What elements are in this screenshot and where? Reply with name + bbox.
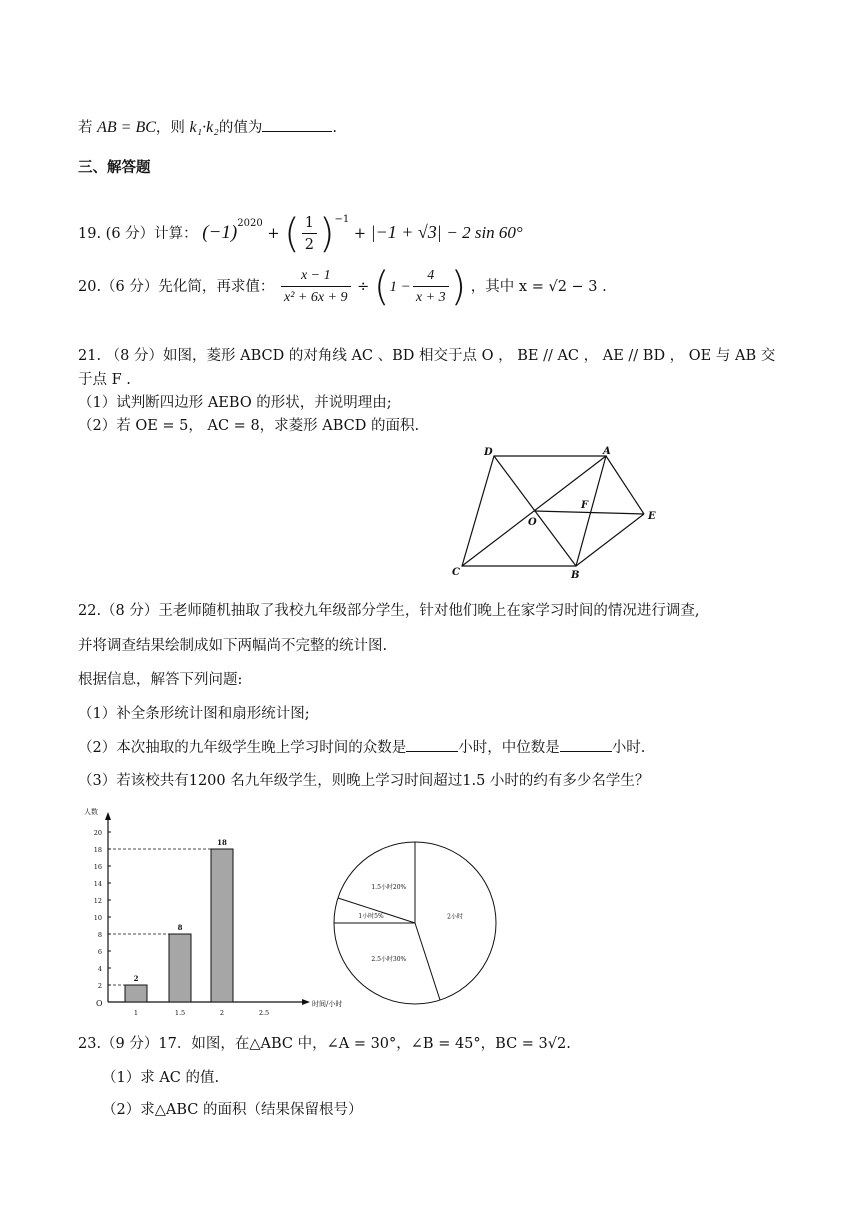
- fraction-1: [281, 266, 351, 309]
- section-title: 三、解答题: [78, 159, 151, 176]
- x-tick-label: 2.5: [258, 1009, 270, 1017]
- q23-part1: （1）求 AC 的值.: [102, 1070, 220, 1086]
- q19: [78, 198, 523, 257]
- y-axis-arrow: [105, 812, 111, 820]
- y-tick-label: 2: [97, 982, 102, 990]
- plus-sign: +: [267, 226, 280, 242]
- q19-abs: |−1 + √3|: [370, 222, 442, 242]
- one-minus: 1 −: [389, 279, 411, 295]
- q19-exp-2020: 2020: [237, 218, 263, 229]
- q21-line1: 21. （8 分）如图，菱形 ABCD 的对角线 AC 、BD 相交于点 O ， BE // AC ， AE // BD ， OE 与 AB 交: [78, 348, 776, 364]
- numerator: x − 1: [281, 266, 351, 287]
- x-tick-label: 2: [219, 1009, 225, 1017]
- divide-sign: ÷: [357, 279, 370, 295]
- left-paren: (: [373, 264, 390, 310]
- bar-data-label: 8: [177, 923, 183, 932]
- q20-label: 20.（6 分）先化简，再求值：: [78, 279, 275, 295]
- q18-condition: AB = BC: [97, 119, 156, 136]
- bar-data-label: 18: [217, 838, 227, 847]
- label-O: O: [528, 517, 537, 528]
- y-tick-label: 6: [97, 948, 102, 956]
- y-tick-label: 20: [93, 829, 102, 837]
- left-paren: (: [284, 211, 300, 257]
- q22-part1: （1）补全条形统计图和扇形统计图;: [78, 706, 310, 722]
- bar: [125, 985, 147, 1002]
- y-tick-label: 8: [97, 931, 102, 939]
- label-B: B: [571, 570, 580, 581]
- q22-part2-text-b: 小时，中位数是: [458, 740, 560, 756]
- y-tick-label: 14: [93, 880, 102, 888]
- label-D: D: [484, 447, 493, 458]
- q23-line1: 23.（9 分）17．如图，在△ABC 中，∠A = 30°，∠B = 45°，BC = 3√2.: [78, 1036, 571, 1052]
- q18-end: .: [332, 120, 337, 136]
- answer-blank[interactable]: [262, 117, 332, 132]
- q22-line2: 并将调查结果绘制成如下两幅尚不完整的统计图.: [78, 638, 388, 654]
- q18-prefix: 若: [78, 120, 93, 136]
- bar: [169, 934, 191, 1002]
- origin-label: O: [96, 999, 103, 1008]
- fraction-half: [302, 213, 317, 256]
- pie-slice-label: 1小时5%: [358, 913, 384, 921]
- median-blank[interactable]: [560, 737, 612, 752]
- rhombus-figure: [440, 440, 670, 585]
- q22-part3: （3）若该校共有1200 名九年级学生，则晚上学习时间超过1.5 小时的约有多少名学生？: [78, 773, 650, 789]
- q18-suffix: 的值为: [218, 120, 263, 136]
- right-paren: ): [318, 211, 335, 257]
- y-tick-label: 4: [97, 965, 102, 973]
- bar-data-label: 2: [133, 974, 139, 983]
- right-paren: ): [450, 264, 467, 310]
- y-tick-label: 10: [93, 914, 102, 922]
- q19-rest: − 2 sin 60°: [446, 223, 523, 242]
- pie-slice-label: 2.5小时30%: [371, 956, 407, 964]
- label-A: A: [603, 446, 611, 457]
- q23-part2: （2）求△ABC 的面积（结果保留根号）: [102, 1102, 363, 1118]
- q20-tail: ，其中 x = √2 − 3 .: [470, 279, 607, 295]
- q19-exp-neg1: −1: [334, 214, 350, 225]
- denominator: 2: [304, 236, 314, 253]
- numerator: 1: [302, 213, 317, 234]
- pie-slice-label: 2小时: [447, 913, 463, 921]
- numerator: 4: [413, 266, 449, 287]
- q18-mid: ，则: [155, 120, 185, 136]
- y-tick-label: 12: [93, 897, 102, 905]
- label-C: C: [452, 567, 460, 578]
- q18-expression: k₁·k₂: [189, 119, 219, 136]
- x-axis-label: 时间/小时: [312, 1000, 343, 1008]
- y-tick-label: 18: [93, 846, 102, 854]
- q19-neg-one: (−1): [202, 222, 238, 243]
- pie-slice-label: 1.5小时20%: [371, 883, 407, 891]
- q20: [78, 264, 607, 310]
- q22-line3: 根据信息，解答下列问题:: [78, 672, 243, 688]
- q18-tail: [78, 117, 337, 138]
- label-E: E: [648, 511, 656, 522]
- x-axis-arrow: [302, 999, 310, 1005]
- denominator: x + 3: [415, 289, 446, 305]
- denominator: x² + 6x + 9: [284, 289, 348, 305]
- q19-label: 19. (6 分）计算：: [78, 226, 198, 242]
- label-F: F: [581, 500, 589, 511]
- bar-chart: [76, 806, 346, 1018]
- x-tick-label: 1: [133, 1009, 139, 1017]
- y-tick-label: 16: [93, 863, 102, 871]
- plus-sign: +: [353, 226, 367, 242]
- x-tick-label: 1.5: [174, 1009, 186, 1017]
- pie-chart: [328, 838, 503, 1013]
- q21-line2: 于点 F .: [78, 372, 131, 388]
- q22-part2: [78, 737, 645, 758]
- bar: [211, 849, 233, 1002]
- fraction-2: [413, 266, 449, 309]
- q22-part2-text-c: 小时.: [611, 740, 646, 756]
- q22-part2-text-a: （2）本次抽取的九年级学生晚上学习时间的众数是: [78, 740, 407, 756]
- y-axis-label: 人数: [84, 808, 98, 816]
- mode-blank[interactable]: [406, 737, 458, 752]
- q21-part1: （1）试判断四边形 AEBO 的形状，并说明理由;: [78, 395, 392, 411]
- q21-part2: （2）若 OE = 5， AC = 8，求菱形 ABCD 的面积.: [78, 418, 420, 434]
- q22-line1: 22.（8 分）王老师随机抽取了我校九年级部分学生，针对他们晚上在家学习时间的情况进行调查,: [78, 603, 700, 619]
